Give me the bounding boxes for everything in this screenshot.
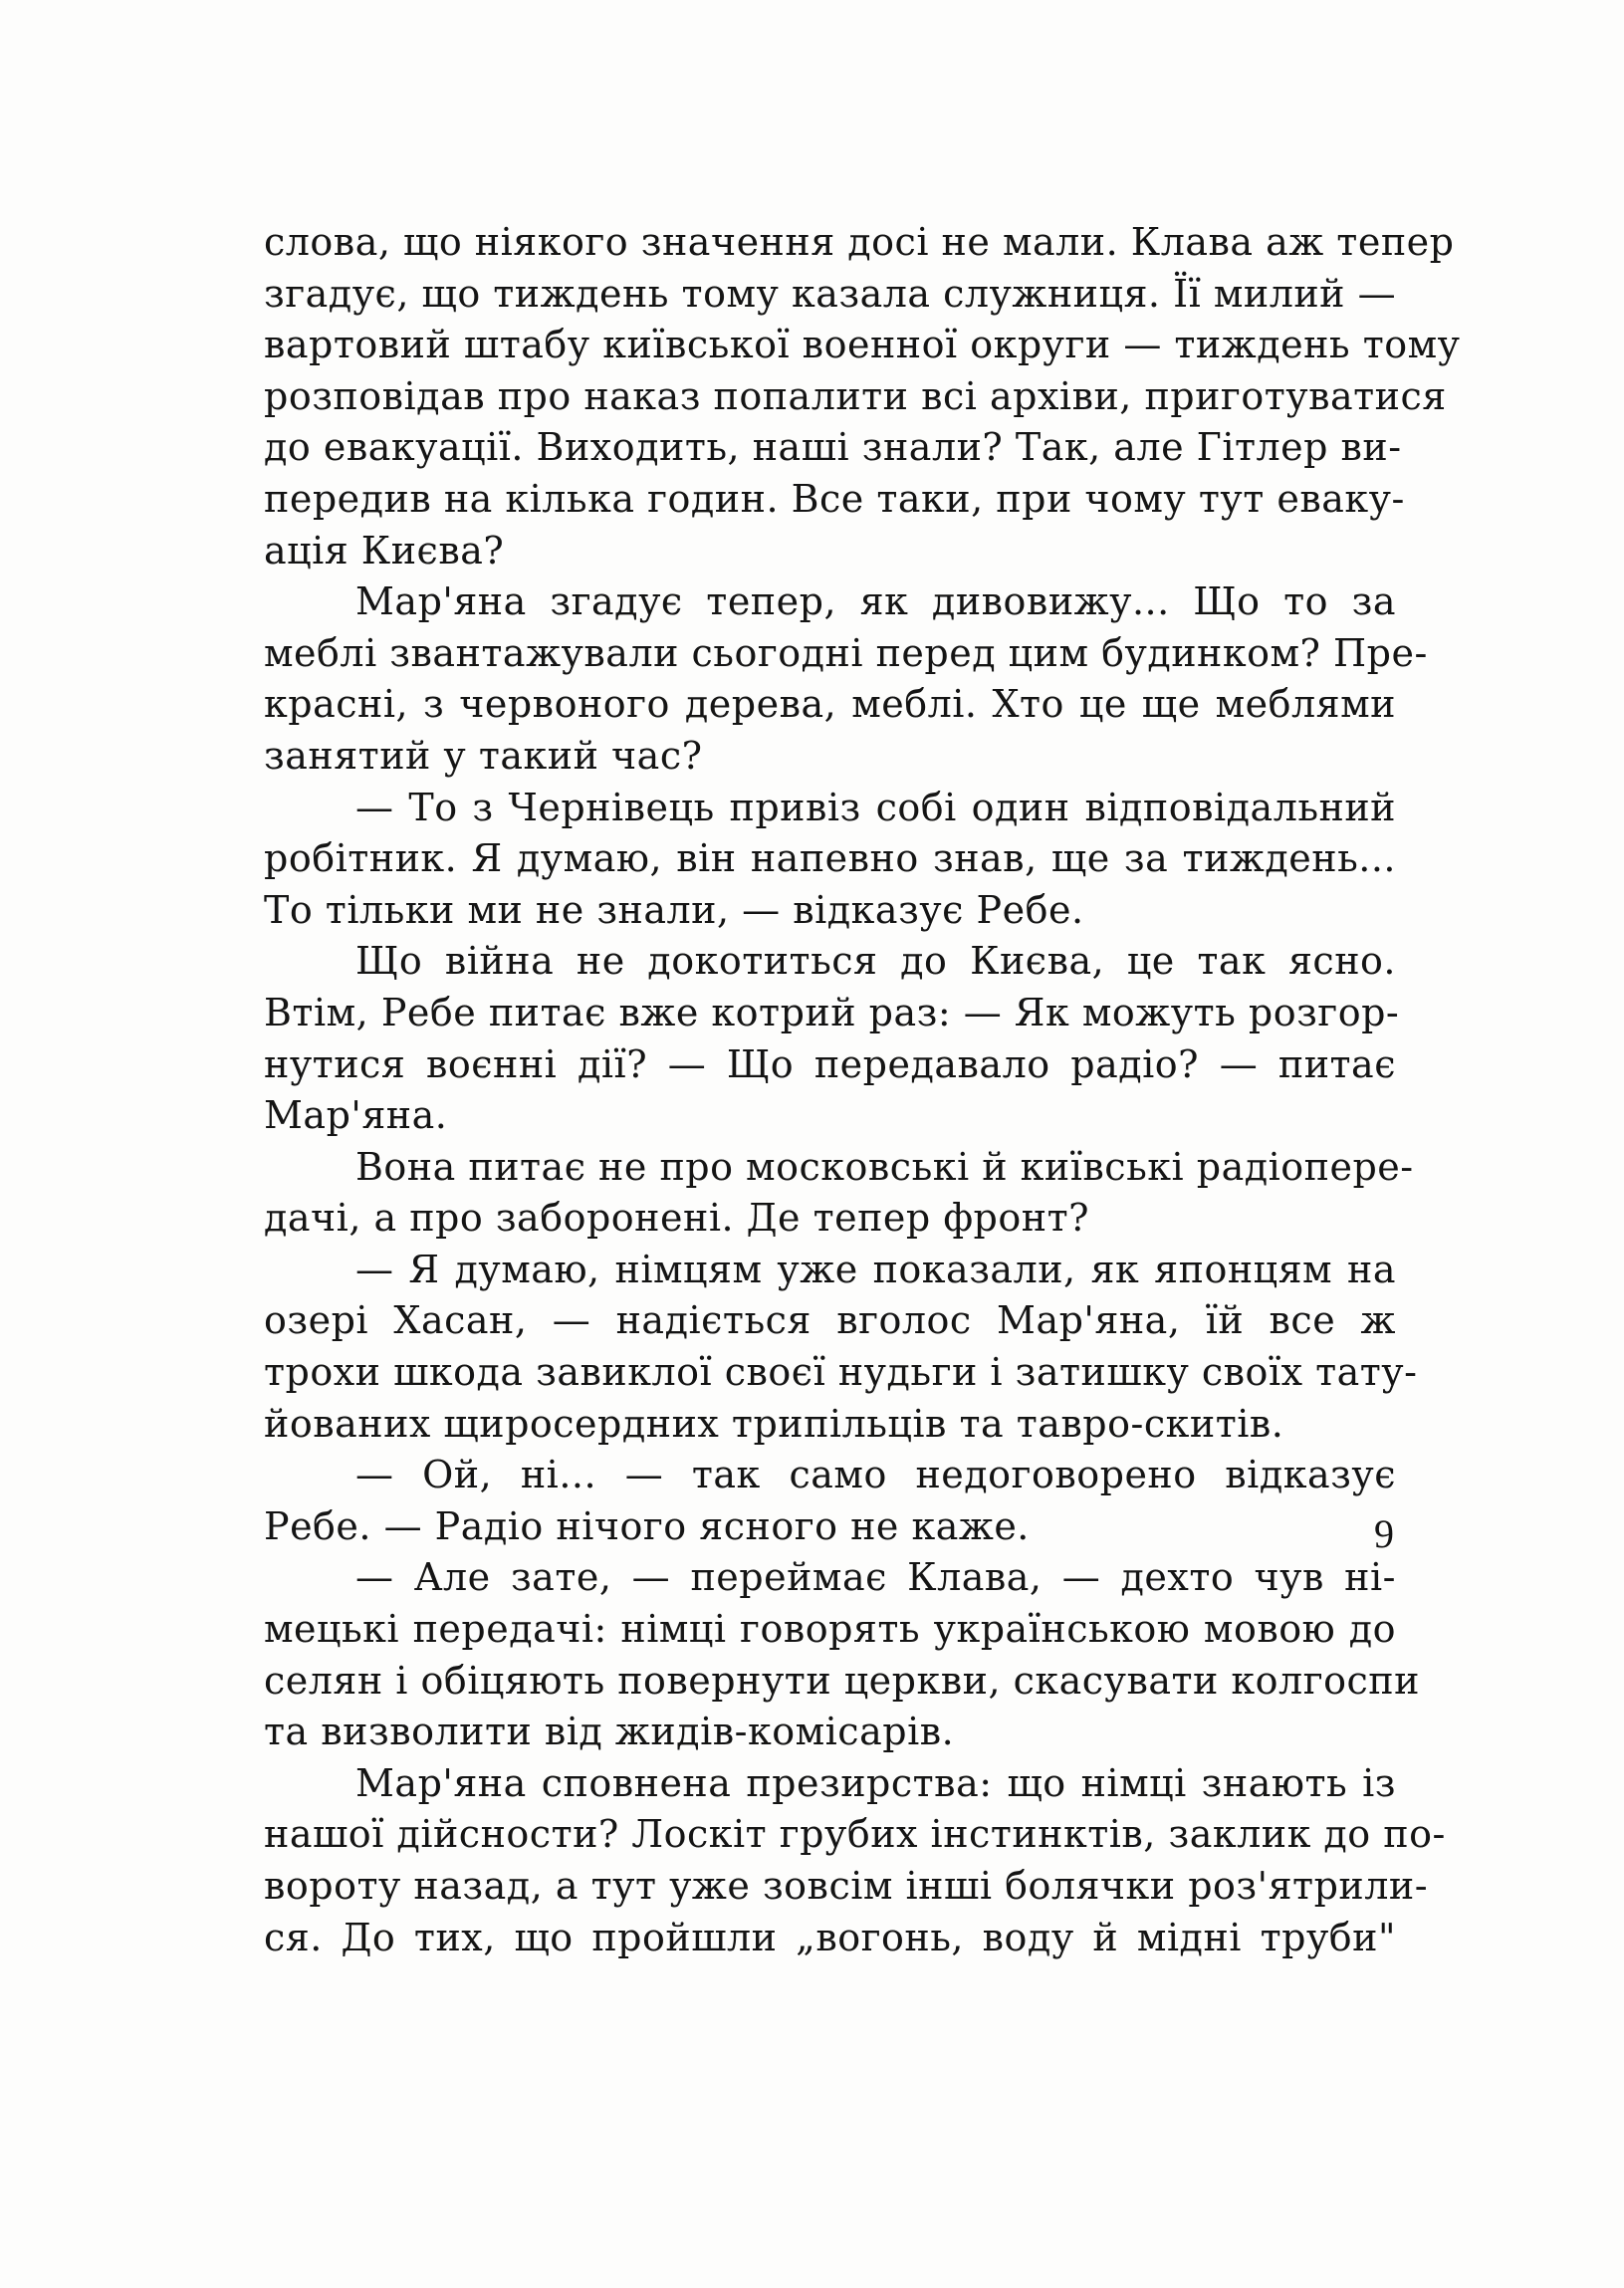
text-line: згадує, що тиждень тому казала служниця. Її милий —: [264, 271, 1397, 316]
text-line: мецькі передачі: німці говорять українською мовою до: [264, 1607, 1396, 1652]
text-line: слова, що ніякого значення досі не мали. Клава аж тепер: [264, 220, 1455, 264]
text-line: та визволити від жидів-комісарів.: [264, 1710, 955, 1754]
text-line: йованих щиросердних трипільців та тавро-скитів.: [264, 1401, 1284, 1446]
text-line: передив на кілька годин. Все таки, при чому тут евaку-: [264, 476, 1405, 521]
text-line: занятий у такий час?: [264, 733, 703, 778]
text-line: робітник. Я думаю, він напевно знав, ще за тиждень...: [264, 836, 1396, 881]
text-line: до евакуації. Виходить, наші знали? Так, але Гітлер ви-: [264, 425, 1402, 470]
page-number: 9: [1374, 1511, 1394, 1556]
text-line: Що війна не докотиться до Києва, це так ясно.: [355, 939, 1396, 984]
body-text: [264, 217, 1461, 1963]
text-line: трохи шкода завиклої своєї нудьги і затишку своїх тату-: [264, 1350, 1418, 1395]
text-line: Втім, Ребе питає вже котрий раз: — Як можуть розгор-: [264, 990, 1400, 1034]
text-line: озері Хасан, — надіється вголос Мар'яна, їй все ж: [264, 1298, 1396, 1343]
text-line: Мар'яна згадує тепер, як дивовижу... Що то за: [355, 579, 1396, 624]
text-line: красні, з червоного дерева, меблі. Хто це ще меблями: [264, 682, 1396, 727]
text-line: вороту назад, а тут уже зовсім інші болячки роз'ятрили-: [264, 1864, 1429, 1908]
text-line: — То з Чернівець привіз собі один відповідальний: [355, 785, 1396, 829]
text-line: — Але зате, — переймає Клава, — дехто чув ні-: [355, 1555, 1396, 1600]
text-line: Вона питає не про московські й київські радіопере-: [355, 1144, 1414, 1189]
text-line: ся. До тих, що пройшли „вогонь, воду й мідні труби": [264, 1915, 1396, 1959]
text-line: То тільки ми не знали, — відказує Ребе.: [264, 887, 1084, 932]
text-line: нутися воєнні дії? — Що передавало радіо? — питає: [264, 1041, 1396, 1086]
text-line: вартовий штабу київської военної округи — тиждень тому: [264, 323, 1461, 367]
text-line: меблі звантажували сьогодні перед цим будинком? Пре-: [264, 630, 1428, 675]
text-line: ація Києва?: [264, 528, 505, 572]
text-line: дачі, а про заборонені. Де тепер фронт?: [264, 1196, 1089, 1241]
text-line: нашої дійсности? Лоскіт грубих інстинктів, заклик до по-: [264, 1812, 1446, 1857]
text-line: — Я думаю, німцям уже показали, як японцям на: [355, 1247, 1396, 1291]
text-line: селян і обіцяють повернути церкви, скасувати колгоспи: [264, 1658, 1420, 1703]
text-line: Ребе. — Радіо нічого ясного не каже.: [264, 1503, 1030, 1548]
text-line: розповідав про наказ попалити всі архіви, приготуватися: [264, 373, 1447, 418]
text-line: Мар'яна сповнена презирства: що німці знають із: [355, 1760, 1396, 1805]
text-line: — Ой, ні... — так само недоговорено відказує: [355, 1453, 1396, 1497]
text-line: Мар'яна.: [264, 1093, 448, 1138]
